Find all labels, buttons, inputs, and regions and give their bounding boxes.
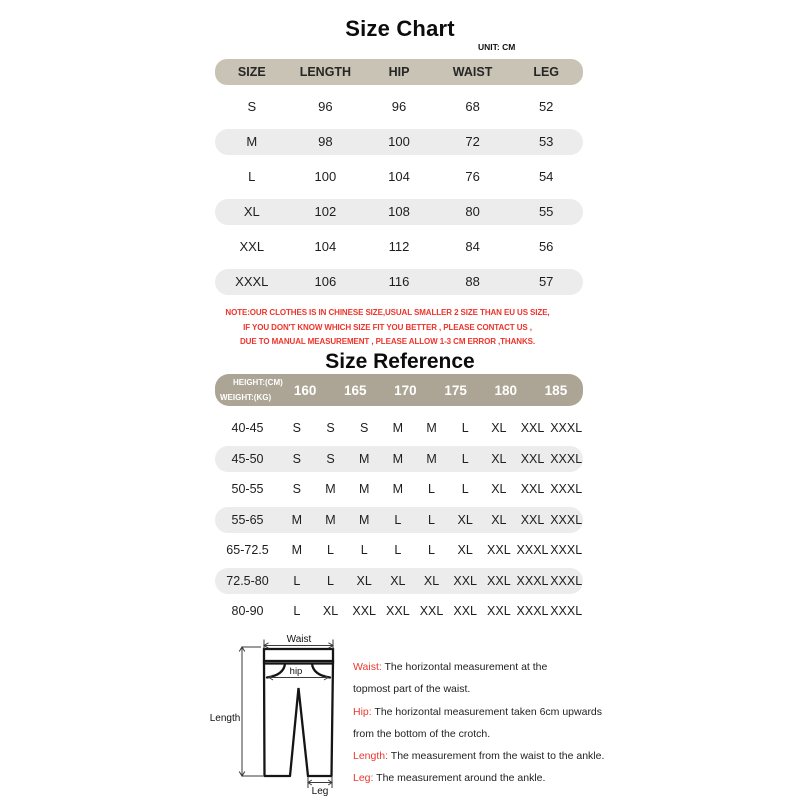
definition-text: The measurement from the waist to the ankle.	[388, 750, 605, 763]
table-row	[215, 535, 583, 566]
cell: M	[358, 451, 370, 466]
inseam	[290, 688, 308, 776]
height-column-header: 175	[444, 382, 467, 398]
cell: M	[392, 451, 404, 466]
size-chart-title: Size Chart	[345, 16, 455, 41]
definition-text: The horizontal measurement taken 6cm upwards	[371, 705, 603, 718]
pants-measurement-diagram	[205, 630, 355, 800]
cell: XL	[457, 512, 473, 527]
cell: 68	[465, 99, 480, 114]
leg-label: Leg	[311, 786, 329, 797]
definition-line	[353, 701, 604, 723]
column-header: LENGTH	[299, 65, 352, 79]
size-chart-table-header	[215, 59, 583, 85]
definition-term: Leg:	[353, 772, 374, 785]
cell: XXL	[487, 573, 511, 588]
column-header: SIZE	[237, 65, 266, 79]
cell: XXL	[453, 573, 478, 588]
weight-range-label: 40-45	[231, 421, 264, 436]
cell: M	[291, 512, 303, 527]
cell: 100	[388, 134, 410, 149]
cell: M	[426, 421, 437, 436]
definition-line	[353, 745, 604, 767]
column-header: HIP	[388, 65, 410, 79]
cell: L	[428, 512, 435, 527]
cell: 112	[388, 239, 410, 254]
cell: XXL	[419, 604, 444, 619]
cell: M	[358, 512, 370, 527]
cell: XL	[322, 604, 339, 619]
cell: XL	[491, 482, 507, 497]
cell: 84	[465, 239, 480, 254]
cell: XXXL	[516, 604, 549, 619]
cell: M	[426, 451, 437, 466]
weight-range-label: 50-55	[231, 482, 264, 497]
cell: XXL	[386, 604, 410, 619]
cell: 76	[465, 169, 480, 184]
definition-text: topmost part of the waist.	[353, 683, 471, 696]
cell: XL	[356, 573, 372, 588]
table-row	[215, 413, 583, 444]
hip-label: hip	[289, 666, 303, 677]
cell: XL	[243, 204, 260, 219]
size-note	[0, 306, 775, 350]
cell: L	[248, 169, 256, 184]
height-column-header: 170	[394, 382, 417, 398]
unit-label: UNIT: CM	[478, 42, 516, 52]
cell: XXXL	[516, 543, 549, 558]
weight-range-label: 45-50	[231, 451, 264, 466]
cell: L	[293, 604, 301, 619]
height-unit-label: HEIGHT:(CM)	[233, 378, 283, 387]
cell: XXL	[520, 512, 545, 527]
definition-text: The measurement around the ankle.	[373, 772, 546, 785]
cell: 52	[538, 99, 554, 114]
cell: 108	[388, 204, 410, 219]
waist-label: Waist	[286, 634, 312, 645]
definition-line	[353, 656, 604, 678]
table-row	[215, 129, 583, 155]
note-line: DUE TO MANUAL MEASUREMENT , PLEASE ALLOW 1-3 CM ERROR ,THANKS.	[240, 337, 535, 347]
cell: XXL	[520, 482, 545, 497]
height-columns	[280, 374, 581, 406]
cell: L	[394, 543, 402, 558]
cell: 72	[465, 134, 480, 149]
size-reference-table-body	[215, 406, 583, 627]
size-chart-table	[215, 59, 583, 299]
cell: L	[394, 512, 402, 527]
cell: 56	[538, 239, 554, 254]
weight-range-label: 72.5-80	[226, 573, 269, 588]
cell: 53	[538, 134, 554, 149]
definition-line	[353, 767, 604, 789]
cell: XL	[390, 573, 406, 588]
cell: XXL	[239, 239, 265, 254]
cell: XXXL	[235, 274, 269, 289]
cell: S	[292, 482, 301, 497]
cell: XXL	[520, 421, 545, 436]
cell: L	[428, 482, 435, 497]
definition-term: Length:	[353, 750, 389, 763]
table-row	[215, 507, 583, 533]
definition-text: from the bottom of the crotch.	[353, 727, 491, 740]
table-row	[215, 269, 583, 295]
height-column-header: 185	[544, 382, 568, 398]
table-row	[215, 89, 583, 124]
cell: L	[360, 543, 368, 558]
cell: M	[392, 421, 404, 436]
cell: XXXL	[550, 482, 583, 497]
right-pocket-curve	[312, 664, 330, 678]
weight-range-label: 80-90	[231, 604, 264, 619]
column-header: LEG	[533, 65, 560, 79]
cell: 106	[314, 274, 337, 289]
table-row	[215, 229, 583, 264]
cell: S	[360, 421, 369, 436]
note-line: IF YOU DON'T KNOW WHICH SIZE FIT YOU BETTER , PLEASE CONTACT US ,	[243, 322, 532, 332]
cell: XL	[423, 573, 440, 588]
cell: XXXL	[550, 451, 583, 466]
size-reference-table	[215, 374, 583, 627]
cell: XXL	[352, 604, 376, 619]
waistband	[264, 649, 333, 661]
height-column-header: 180	[494, 382, 518, 398]
cell: 100	[314, 169, 337, 184]
length-label: Length	[209, 713, 241, 724]
cell: S	[247, 99, 257, 114]
cell: 96	[318, 99, 333, 114]
definition-term: Hip:	[353, 705, 372, 718]
cell: 98	[318, 134, 333, 149]
cell: XXXL	[550, 421, 583, 436]
weight-range-label: 55-65	[231, 512, 264, 527]
definition-text: The horizontal measurement at the	[381, 661, 548, 673]
cell: XXL	[487, 543, 511, 558]
cell: L	[327, 543, 334, 558]
cell: M	[291, 543, 303, 558]
table-row	[215, 446, 583, 472]
cell: XXXL	[516, 573, 549, 588]
definition-line	[353, 678, 604, 700]
table-row	[215, 474, 583, 505]
cell: XXXL	[550, 543, 583, 558]
cell: S	[292, 451, 301, 466]
column-header: WAIST	[452, 65, 493, 79]
cell: L	[327, 573, 334, 588]
table-row	[215, 199, 583, 225]
definition-line	[353, 723, 604, 745]
cell: M	[358, 482, 370, 497]
cell: L	[461, 421, 469, 436]
cell: XL	[457, 543, 473, 558]
cell: XXL	[520, 451, 545, 466]
height-column-header: 160	[293, 382, 317, 398]
cell: S	[292, 421, 301, 436]
cell: M	[246, 134, 258, 149]
length-arrow	[239, 647, 263, 776]
cell: L	[293, 573, 301, 588]
cell: 102	[314, 204, 337, 219]
cell: 88	[465, 274, 480, 289]
table-row	[215, 568, 583, 594]
cell: 104	[388, 169, 410, 184]
cell: M	[325, 482, 336, 497]
weight-unit-label: WEIGHT:(KG)	[220, 393, 272, 402]
cell: M	[392, 482, 404, 497]
cell: 80	[465, 204, 480, 219]
cell: XXL	[487, 604, 511, 619]
cell: XXXL	[550, 604, 583, 619]
cell: 55	[538, 204, 554, 219]
table-row	[215, 596, 583, 627]
left-pocket-curve	[267, 664, 285, 678]
cell: XXXL	[550, 512, 583, 527]
cell: L	[461, 451, 469, 466]
cell: M	[325, 512, 336, 527]
cell: XL	[491, 451, 507, 466]
cell: L	[428, 543, 435, 558]
cell: 116	[388, 274, 410, 289]
height-column-header: 165	[343, 382, 367, 398]
cell: XXL	[453, 604, 478, 619]
cell: XL	[491, 512, 507, 527]
size-reference-table-header	[215, 374, 583, 406]
measurement-definitions	[353, 656, 604, 790]
cell: 96	[391, 99, 407, 114]
cell: 54	[538, 169, 554, 184]
note-line: NOTE:OUR CLOTHES IS IN CHINESE SIZE,USUAL SMALLER 2 SIZE THAN EU US SIZE,	[225, 308, 550, 317]
table-row	[215, 159, 583, 194]
cell: 57	[538, 274, 554, 289]
weight-range-label: 65-72.5	[226, 543, 269, 558]
definition-term: Waist:	[353, 661, 382, 673]
size-chart-table-body	[215, 85, 583, 295]
cell: L	[461, 482, 469, 497]
size-reference-title: Size Reference	[325, 350, 475, 373]
side-seams	[264, 661, 333, 776]
cell: XXXL	[550, 573, 583, 588]
cell: XL	[491, 421, 507, 436]
cell: S	[326, 421, 335, 436]
cell: S	[326, 451, 335, 466]
cell: 104	[314, 239, 337, 254]
